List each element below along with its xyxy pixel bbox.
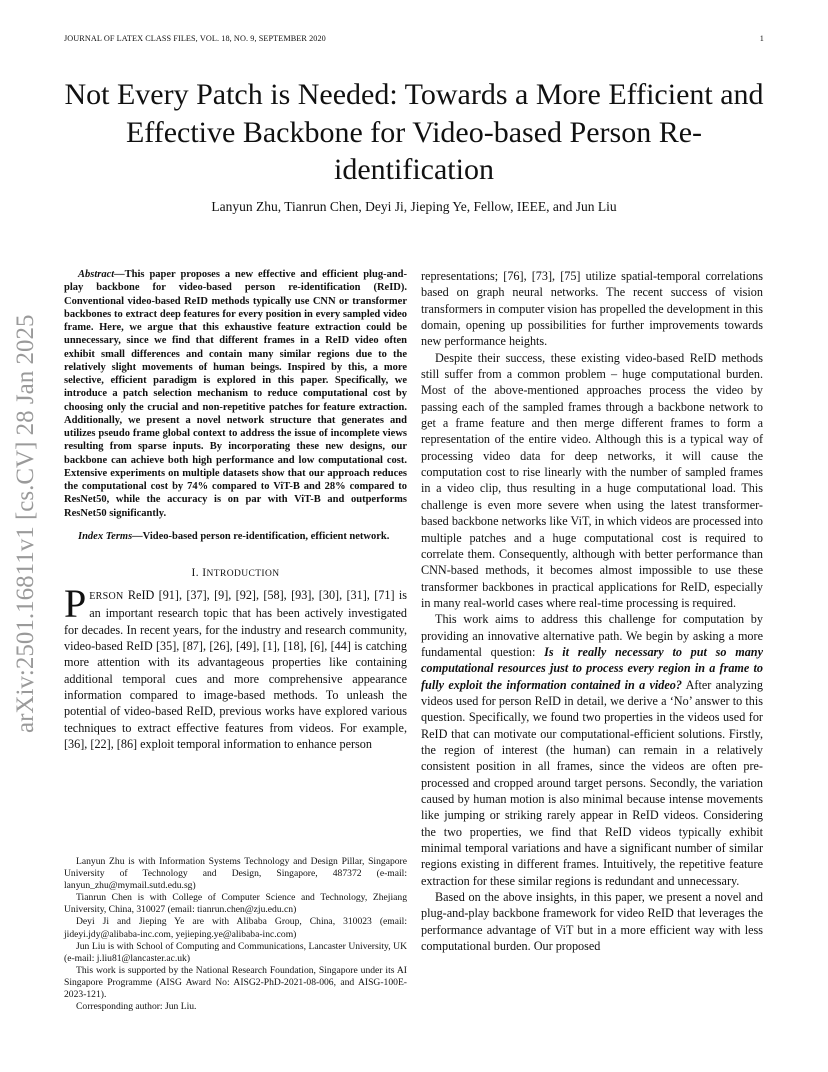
footnote: Deyi Ji and Jieping Ye are with Alibaba Group, China, 310023 (email: jideyi.jdy@alibaba-inc.com, yejieping.ye@alibaba-inc.com)	[64, 916, 407, 940]
section-heading	[64, 567, 407, 579]
index-terms-lead: Index Terms	[78, 530, 133, 542]
footnote: Corresponding author: Jun Liu.	[76, 1001, 197, 1013]
paper-title: Not Every Patch is Needed: Towards a More Efficient and Effective Backbone for Video-based Person Re-identification	[64, 78, 764, 186]
intro-text: ReID [91], [37], [9], [92], [58], [93], [30], [31], [71] is an important research topic that has been actively investigated for decades. In recent years, for the industry and research community, video-based ReID [35], [87], [26], [49], [1], [18], [6], [44] is catching more attention with its advantageous properties like containing additional temporal cues and more comprehensive appearance information compared to image-based methods. To unleash the potential of video-based ReID, previous works have explored various techniques to extract effective features from videos. For example, [36], [22], [86] exploit temporal information to enhance person	[64, 588, 407, 752]
abstract-lead: Abstract	[78, 269, 115, 280]
body-paragraph: representations; [76], [73], [75] utilize spatial-temporal correlations based on graph neural networks. The recent success of vision transformers in computer vision has propelled the development in this domain, opening up possibilities for further improvements towards new performance heights.	[421, 269, 763, 349]
body-paragraph: Despite their success, these existing video-based ReID methods still suffer from a common problem – huge computational burden. Most of the above-mentioned approaches process the video by passing each of the sampled frames through a backbone network to get a frame feature and then merge different frames to form a representation of the entire video. Although this is a typical way of processing video data for deep networks, it will cause the computation cost to rise linearly with the number of sampled frames in a video clip, thus resulting in a huge computational load. This challenge is even more severe when using the latest transformer-based backbone networks like ViT, in which videos are processed into multiple patches and a huge computational cost is required to correlate them. Consequently, although with better performance than CNN-based methods, it becomes almost impossible to use these transformer backbones in practical applications for ReID, especially in many real-world cases where real-time processing is required.	[421, 350, 763, 610]
body-paragraph: Based on the above insights, in this paper, we present a novel and plug-and-play backbone framework for video ReID that leverages the performance advantage of ViT but in a more efficient way with less computational burden. Our proposed	[421, 890, 763, 954]
section-title-first: I	[202, 567, 207, 579]
index-terms	[64, 530, 407, 543]
paragraph-text: After analyzing videos used for person ReID in detail, we derive a ‘No’ answer to this question. Specifically, we found two properties in the videos used for ReID that can motivate our computational-efficient solutions. Firstly, the region of interest (the human) can remain in a relatively consistent position in all frames, since the videos are often pre-processed and cropped around target persons. Secondly, the variation caused by human motion is also minimal because intense movements like jumping or striking rarely appear in ReID videos. Considering the two properties, we find that ReID videos typically exhibit minimal temporal variations and have a significant number of similar regions existing in different frames. Intuitively, the repetitive feature extraction for these similar regions is redundant and unnecessary.	[421, 677, 763, 888]
index-terms-text: —Video-based person re-identification, efficient network.	[132, 530, 390, 542]
author-list: Lanyun Zhu, Tianrun Chen, Deyi Ji, Jieping Ye, Fellow, IEEE, and Jun Liu	[211, 199, 617, 214]
intro-smallcaps: ERSON	[89, 591, 124, 602]
abstract-text: —This paper proposes a new effective and efficient plug-and-play backbone for video-based person re-identification (ReID). Conventional video-based ReID methods typically use CNN or transformer backbones to extract deep features for every position in every sampled video frame. Here, we argue that this exhaustive feature extraction could be unnecessary, since we find that different frames in a ReID video often exhibit small differences and contain many similar regions due to the relatively slight movements of human beings. Inspired by this, a more selective, efficient paradigm is explored in this paper. Specifically, we introduce a patch selection mechanism to reduce computational cost by choosing only the crucial and non-repetitive patches for feature extraction. Additionally, we present a novel network structure that generates and utilizes pseudo frame global context to address the issue of incomplete views resulting from sparse inputs. By incorporating these new designs, our backbone can achieve both high performance and low computational cost. Extensive experiments on multiple datasets show that our approach reduces the computational cost by 74% compared to ViT-B and 28% compared to ResNet50, while the accuracy is on par with ViT-B and outperforms ResNet50 significantly.	[64, 269, 407, 519]
page-number: 1	[759, 34, 764, 43]
footnotes	[64, 856, 407, 1013]
abstract	[64, 268, 407, 520]
section-title-rest: NTRODUCTION	[206, 569, 280, 579]
body-paragraph	[421, 611, 763, 889]
right-column	[421, 268, 763, 954]
journal-header: JOURNAL OF LATEX CLASS FILES, VOL. 18, NO. 9, SEPTEMBER 2020	[64, 34, 326, 43]
intro-paragraph	[64, 581, 407, 752]
page-header	[64, 34, 764, 43]
key-question: Is it really necessary to put so many computational resources just to process every region in a frame to fully exploit the information contained in a video?	[421, 644, 763, 692]
paragraph-text: This work aims to address this challenge for computation by providing an innovative alternative path. We begin by asking a more fundamental question:	[421, 612, 763, 659]
section-number: I.	[191, 567, 199, 579]
footnote: Tianrun Chen is with College of Computer Science and Technology, Zhejiang University, China, 310027 (email: tianrun.chen@zju.edu.cn)	[64, 892, 407, 916]
footnote: This work is supported by the National Research Foundation, Singapore under its AI Singapore Programme (AISG Award No: AISG2-PhD-2021-08-006, and AISG-100E-2023-121).	[64, 964, 407, 1001]
footnote: Jun Liu is with School of Computing and Communications, Lancaster University, UK (e-mail: j.liu81@lancaster.ac.uk)	[64, 940, 407, 964]
footnote: Lanyun Zhu is with Information Systems Technology and Design Pillar, Singapore University of Technology and Design, Singapore, 487372 (e-mail: lanyun_zhu@mymail.sutd.edu.sg)	[64, 856, 407, 892]
drop-cap: P	[64, 581, 87, 626]
arxiv-stamp: arXiv:2501.16811v1 [cs.CV] 28 Jan 2025	[12, 314, 39, 733]
left-column	[64, 268, 407, 752]
